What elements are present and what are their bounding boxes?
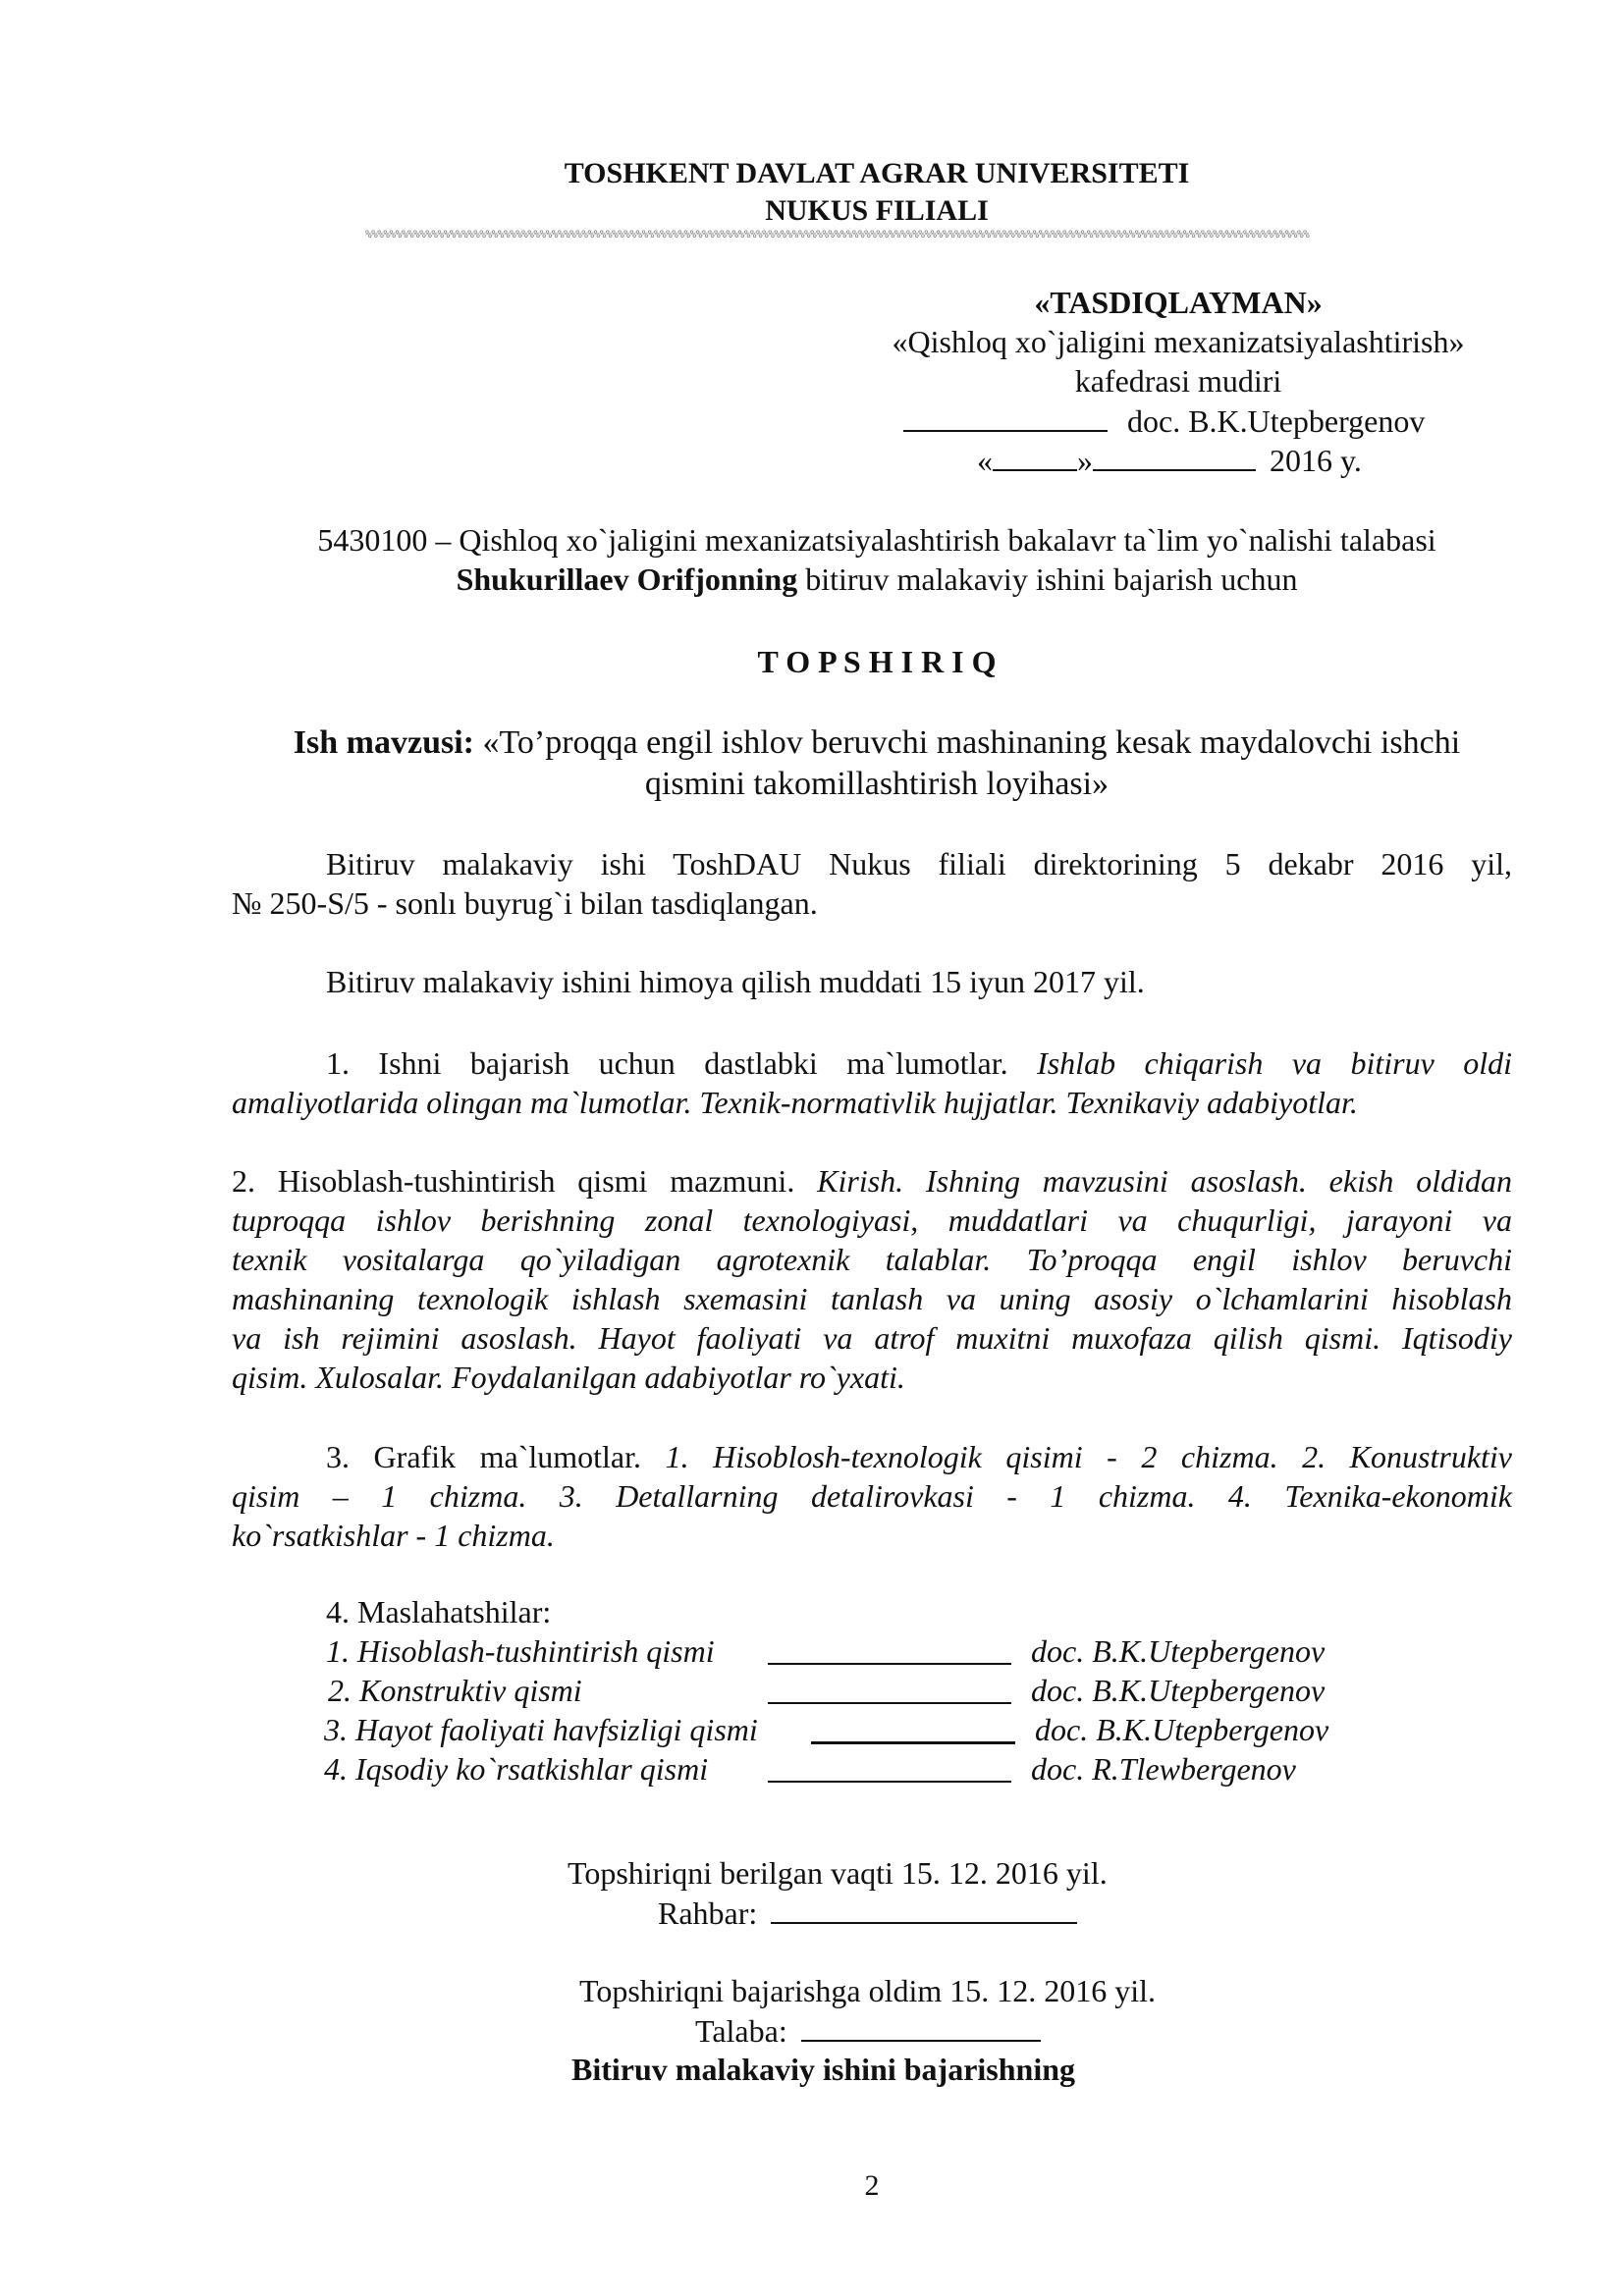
university-name: TOSHKENT DAVLAT AGRAR UNIVERSITETI xyxy=(564,157,1190,189)
consultant-part-1: 1. Hisoblash-tushintirish qismi xyxy=(326,1633,715,1669)
header-separator: %%%%%%%%%%%%%%%%%%%%%%%%%%%%%%%%%%%%%%%%%%%%%%%%%%%%%%%%%%%%%%%%%%%%%%%%%%%%%%%%%%%%%%%%%%%%%%%%%%%%%%%%%%%%%%%%%%%%%%%%%%%%%%%%%%%%%%%%%%%%%%%%%%%%%%%%%%%%% xyxy=(365,228,1310,240)
section-2-line-3: texnik vositalarga qo`yiladigan agrotexnik talablar. To’proqqa engil ishlov beruvchi xyxy=(232,1242,1512,1277)
consultant-blank-3 xyxy=(811,1714,1015,1744)
section-2-line-4: mashinaning texnologik ishlash sxemasini tanlash va uning asosiy o`lchamlarini hisoblash xyxy=(232,1281,1512,1316)
month-blank xyxy=(1093,442,1256,471)
section-2 xyxy=(232,1161,1512,1397)
consultant-name-3: doc. B.K.Utepbergenov xyxy=(1035,1712,1329,1747)
section-3-line-2: qisim – 1 chizma. 3. Detallarning detalirovkasi - 1 chizma. 4. Texnika-ekonomik xyxy=(232,1478,1512,1514)
issued-line: Topshiriqni berilgan vaqti 15. 12. 2016 yil. xyxy=(568,1855,1108,1891)
page-number: 2 xyxy=(864,2169,880,2202)
consultant-blank-2 xyxy=(768,1675,1011,1704)
section-1-lead: 1. Ishni bajarish uchun dastlabki ma`lumotlar. xyxy=(326,1045,1038,1081)
intro-line-1: 5430100 – Qishloq xo`jaligini mexanizatsiyalashtirish bakalavr ta`lim yo`nalishi talabasi xyxy=(317,522,1436,558)
section-2-line-2: tuproqqa ishlov berishning zonal texnologiyasi, muddatlari va chuqurligi, jarayoni va xyxy=(232,1202,1512,1238)
student-blank xyxy=(801,2012,1041,2042)
approval-signature-line xyxy=(903,402,1425,440)
consultant-part-3: 3. Hayot faoliyati havfsizligi qismi xyxy=(324,1712,758,1747)
approval-year: 2016 y. xyxy=(1270,443,1362,478)
consultant-blank-4 xyxy=(768,1753,1011,1783)
student-name: Shukurillaev Orifjonning xyxy=(456,561,798,597)
consultant-part-4: 4. Iqsodiy ko`rsatkishlar qismi xyxy=(324,1751,709,1787)
consultants-heading: 4. Maslahatshilar: xyxy=(326,1594,552,1629)
deadline: Bitiruv malakaviy ishini himoya qilish muddati 15 iyun 2017 yil. xyxy=(326,964,1145,999)
consultant-part-2: 2. Konstruktiv qismi xyxy=(328,1673,582,1708)
consultant-name-1: doc. B.K.Utepbergenov xyxy=(1031,1633,1326,1669)
signature-blank xyxy=(903,402,1108,432)
received-line: Topshiriqni bajarishga oldim 15. 12. 2016 yil. xyxy=(579,1973,1157,2008)
topic-line-2: qismini takomillashtirish loyihasi» xyxy=(644,766,1110,802)
consultant-name-4: doc. R.Tlewbergenov xyxy=(1031,1751,1296,1787)
quote-open: « xyxy=(977,443,993,478)
intro-rest: bitiruv malakaviy ishini bajarish uchun xyxy=(797,561,1298,597)
approval-position: kafedrasi mudiri xyxy=(1074,363,1282,399)
day-blank xyxy=(993,442,1077,471)
section-3-text-1: 1. Hisoblosh-texnologik qisimi - 2 chizma. 2. Konustruktiv xyxy=(665,1439,1512,1474)
supervisor-blank xyxy=(771,1895,1077,1924)
consultant-name-2: doc. B.K.Utepbergenov xyxy=(1031,1673,1326,1708)
topic-label: Ish mavzusi: xyxy=(293,724,475,761)
section-2-text-1: Kirish. Ishning mavzusini asoslash. ekish oldidan xyxy=(817,1163,1512,1199)
approval-department: «Qishloq xo`jaligini mexanizatsiyalashtirish» xyxy=(892,324,1465,359)
topic-text-1: «To’proqqa engil ishlov beruvchi mashinaning kesak maydalovchi ishchi xyxy=(474,724,1461,761)
supervisor-label: Rahbar: xyxy=(658,1896,758,1931)
section-3-lead: 3. Grafik ma`lumotlar. xyxy=(326,1439,666,1474)
footer-heading: Bitiruv malakaviy ishini bajarishning xyxy=(571,2052,1076,2087)
section-2-lead: 2. Hisoblash-tushintirish qismi mazmuni. xyxy=(232,1163,818,1199)
quote-close: » xyxy=(1077,443,1093,478)
section-2-line-6: qisim. Xulosalar. Foydalanilgan adabiyotlar ro`yxati. xyxy=(232,1360,905,1395)
student-line xyxy=(695,2012,1041,2050)
intro-line-2 xyxy=(457,561,1298,598)
approval-signer: doc. B.K.Utepbergenov xyxy=(1127,403,1426,439)
student-label: Talaba: xyxy=(695,2013,787,2049)
section-1-text-1: Ishlab chiqarish va bitiruv oldi xyxy=(1037,1045,1513,1081)
section-1 xyxy=(232,1043,1512,1122)
approval-date-line xyxy=(977,442,1362,479)
section-1-line-1 xyxy=(232,1043,1512,1083)
section-3-line-1 xyxy=(232,1437,1512,1476)
order-line-1: Bitiruv malakaviy ishi ToshDAU Nukus filiali direktorining 5 dekabr 2016 yil, xyxy=(326,846,1512,881)
supervisor-line xyxy=(658,1895,1077,1932)
branch-name: NUKUS FILIALI xyxy=(765,194,989,227)
consultant-blank-1 xyxy=(768,1635,1011,1665)
task-title: T O P S H I R I Q xyxy=(757,644,997,679)
topic-line-1 xyxy=(294,724,1460,762)
section-3 xyxy=(232,1437,1512,1555)
section-2-line-5: va ish rejimini asoslash. Hayot faoliyati va atrof muxitni muxofaza qilish qismi. Iqtisodiy xyxy=(232,1320,1512,1356)
section-2-line-1 xyxy=(232,1161,1512,1201)
approval-title: «TASDIQLAYMAN» xyxy=(1034,285,1323,320)
section-3-line-3: ko`rsatkishlar - 1 chizma. xyxy=(232,1518,555,1553)
order-line-2: № 250-S/5 - sonlı buyrug`i bilan tasdiqlangan. xyxy=(232,885,818,921)
order-paragraph xyxy=(232,844,1512,923)
section-1-line-2: amaliyotlarida olingan ma`lumotlar. Texnik-normativlik hujjatlar. Texnikaviy adabiyotlar. xyxy=(232,1085,1358,1120)
